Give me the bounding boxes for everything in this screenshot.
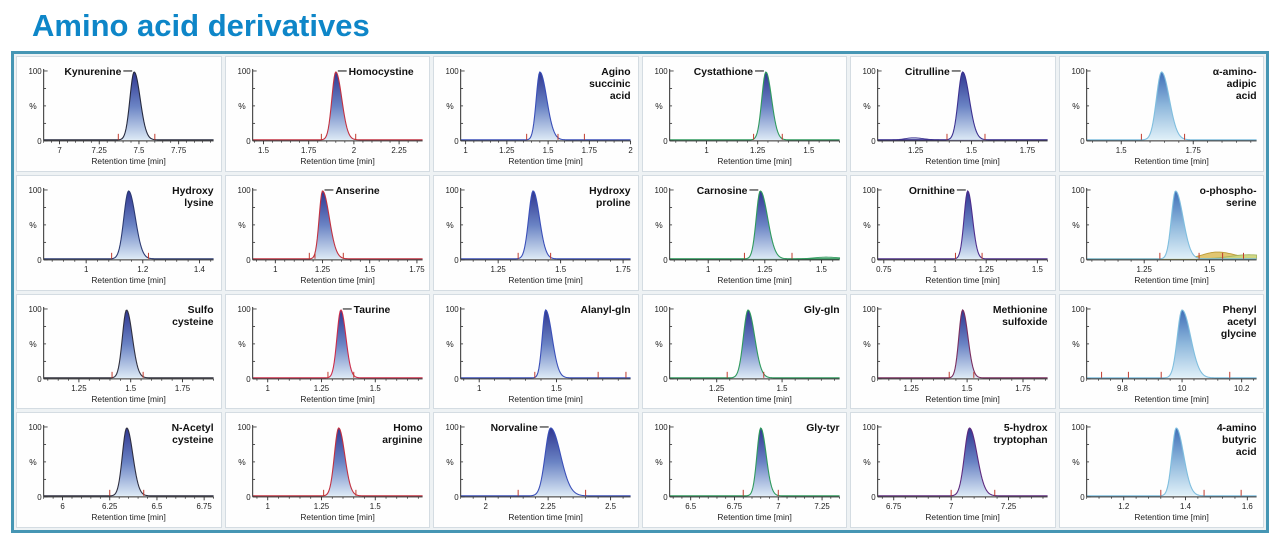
y-axis-min-label: 0 [37,136,42,146]
y-axis-unit-label: % [1071,457,1080,468]
x-axis-title: Retention time [min] [508,155,583,166]
y-axis-min-label: 0 [662,493,668,503]
x-tick-label: 6 [60,502,65,512]
y-axis-unit-label: % [1071,100,1080,111]
x-tick-label: 2 [628,145,633,155]
compound-label: Norvaline [490,423,538,435]
peak-fill [669,72,839,140]
x-tick-label: 10.2 [1233,383,1249,393]
x-tick-label: 1.25 [756,264,773,274]
x-tick-label: 1.5 [1031,264,1043,274]
y-axis-min-label: 0 [871,493,876,503]
x-tick-label: 6.75 [726,502,742,512]
chromatogram-plot [1060,176,1264,290]
compound-label: 5-hydrox [1003,423,1048,435]
chromatogram-plot [226,176,430,290]
x-tick-label: 1 [477,383,482,393]
x-tick-label: 2.25 [390,145,407,155]
y-axis-unit-label: % [863,100,871,111]
x-tick-label: 1.75 [174,383,191,393]
chromatogram-panel-gly-gln [642,294,848,410]
x-tick-label: 1.5 [257,145,269,155]
x-tick-label: 1.5 [815,264,827,274]
y-axis-min-label: 0 [37,493,42,503]
x-tick-label: 2 [483,502,488,512]
x-tick-label: 1.75 [408,264,425,274]
y-axis-unit-label: % [29,338,37,349]
x-tick-label: 2.5 [605,502,617,512]
chromatogram-plot [434,57,638,171]
x-tick-label: 1.5 [1115,145,1127,155]
y-axis-unit-label: % [863,338,871,349]
x-tick-label: 1.5 [369,383,381,393]
x-tick-label: 1.25 [1135,264,1152,274]
y-axis-unit-label: % [446,219,454,230]
y-axis-min-label: 0 [662,255,668,265]
x-tick-label: 2.25 [540,502,556,512]
x-tick-label: 1.75 [1185,145,1201,155]
x-tick-label: 7.75 [170,145,187,155]
chromatogram-plot [434,295,638,409]
x-tick-label: 0.75 [876,264,892,274]
chromatogram-plot [851,295,1055,409]
chromatogram-plot [17,57,221,171]
y-axis-unit-label: % [237,219,246,230]
x-axis-title: Retention time [min] [1133,274,1209,285]
chromatogram-plot [643,176,847,290]
compound-label: acid [609,90,631,102]
chromatogram-plot [226,57,430,171]
x-tick-label: 1 [705,264,710,274]
compound-label: Homocystine [348,66,414,78]
x-tick-label: 1.75 [1015,383,1031,393]
compound-label: Anserine [334,185,380,197]
compound-label: Hydroxy [172,185,214,197]
x-tick-label: 10 [1177,383,1186,393]
y-axis-max-label: 100 [28,304,42,314]
y-axis-unit-label: % [1071,338,1080,349]
chromatogram-panel-agino-succinic-acid [433,56,639,172]
x-tick-label: 6.75 [196,502,212,512]
y-axis-max-label: 100 [1071,304,1085,314]
x-tick-label: 1.25 [71,383,87,393]
x-tick-label: 1.5 [555,264,567,274]
peak-fill [252,72,422,140]
y-axis-unit-label: % [29,219,37,230]
x-tick-label: 1.5 [550,383,562,393]
x-axis-title: Retention time [min] [299,155,375,166]
y-axis-unit-label: % [654,100,663,111]
y-axis-min-label: 0 [245,493,251,503]
y-axis-unit-label: % [654,219,663,230]
y-axis-max-label: 100 [1071,66,1085,76]
compound-label: 4-amino [1216,423,1257,435]
x-tick-label: 1.25 [978,264,994,274]
compound-label: Phenyl [1222,304,1257,316]
y-axis-max-label: 100 [28,185,42,195]
x-tick-label: 1.25 [313,502,329,512]
y-axis-min-label: 0 [662,136,668,146]
chromatogram-panel-carnosine [642,175,848,291]
chromatogram-panel-taurine [225,294,431,410]
y-axis-min-label: 0 [454,136,459,146]
x-axis-title: Retention time [min] [91,155,166,166]
y-axis-min-label: 0 [871,136,876,146]
x-tick-label: 1.25 [499,145,515,155]
peak-fill [878,72,1048,140]
y-axis-unit-label: % [237,457,246,468]
x-tick-label: 1.5 [966,145,978,155]
y-axis-max-label: 100 [654,66,668,76]
x-tick-label: 1.4 [1179,502,1191,512]
y-axis-max-label: 100 [237,185,251,195]
x-tick-label: 1 [265,383,270,393]
chromatogram-plot [17,176,221,290]
x-axis-title: Retention time [min] [508,393,583,404]
y-axis-max-label: 100 [237,66,251,76]
compound-label: Agino [601,66,631,78]
y-axis-unit-label: % [29,100,37,111]
y-axis-min-label: 0 [245,255,251,265]
y-axis-unit-label: % [1071,219,1080,230]
compound-label: Hydroxy [589,185,631,197]
y-axis-min-label: 0 [1079,493,1085,503]
x-tick-label: 1 [272,264,278,274]
compound-label: Gly-tyr [805,423,840,435]
x-axis-title: Retention time [min] [299,511,375,523]
chromatogram-panel-phenyl-acetyl-glycine [1059,294,1265,410]
x-tick-label: 2 [351,145,356,155]
peak-fill [252,310,422,378]
x-tick-label: 1.5 [802,145,814,155]
peak-fill [669,191,839,259]
x-tick-label: 1.25 [749,145,765,155]
y-axis-min-label: 0 [245,374,251,384]
compound-label: α-amino- [1212,66,1257,78]
chromatogram-plot [851,57,1055,171]
x-tick-label: 7.5 [133,145,145,155]
x-tick-label: 1.75 [1019,145,1036,155]
compound-label: acid [1235,447,1257,459]
chromatogram-panel-homocystine [225,56,431,172]
x-tick-label: 7 [948,502,954,512]
y-axis-unit-label: % [654,338,663,349]
y-axis-max-label: 100 [862,185,876,195]
x-axis-title: Retention time [min] [716,393,792,404]
x-tick-label: 9.8 [1116,383,1128,393]
x-axis-title: Retention time [min] [1133,155,1209,166]
chromatogram-panel-gly-tyr [642,412,848,528]
page-title: Amino acid derivatives [32,8,370,43]
chromatogram-panel-methionine-sulfoxide [850,294,1056,410]
x-tick-label: 1.25 [490,264,506,274]
chromatogram-panel-norvaline [433,412,639,528]
chromatogram-panel-hydroxy-proline [433,175,639,291]
chromatogram-panel-4-amino-butyric-acid [1059,412,1265,528]
y-axis-min-label: 0 [245,136,251,146]
y-axis-min-label: 0 [454,493,459,503]
y-axis-min-label: 0 [454,255,459,265]
y-axis-unit-label: % [446,457,454,468]
y-axis-unit-label: % [863,219,871,230]
x-tick-label: 1.75 [581,145,598,155]
compound-label: cysteine [172,316,214,328]
y-axis-min-label: 0 [1079,136,1085,146]
y-axis-min-label: 0 [454,374,459,384]
chromatogram-plot [1060,57,1264,171]
compound-label: Carnosine [696,185,747,197]
x-tick-label: 1 [703,145,709,155]
chromatogram-plot [17,295,221,409]
x-axis-title: Retention time [min] [91,393,166,404]
x-axis-title: Retention time [min] [1133,393,1209,404]
y-axis-max-label: 100 [654,304,668,314]
compound-label: succinic [589,78,631,90]
chromatogram-panel-alanyl-gln [433,294,639,410]
chromatogram-panel-kynurenine [16,56,222,172]
x-tick-label: 1.5 [125,383,137,393]
x-tick-label: 7.25 [1000,502,1017,512]
compound-label: o-phospho- [1199,185,1257,197]
compound-label: acetyl [1226,316,1257,328]
x-tick-label: 7.25 [91,145,107,155]
x-tick-label: 7 [775,502,780,512]
x-tick-label: 1.25 [313,383,329,393]
chromatogram-panel-ornithine [850,175,1056,291]
x-tick-label: 1.25 [708,383,724,393]
y-axis-max-label: 100 [28,423,42,433]
y-axis-max-label: 100 [862,304,876,314]
chromatogram-panel-anserine [225,175,431,291]
compound-label: Methionine [992,304,1048,316]
y-axis-unit-label: % [446,338,454,349]
x-tick-label: 1.2 [1117,502,1129,512]
x-tick-label: 1 [932,264,938,274]
chromatogram-plot [434,176,638,290]
x-tick-label: 1.25 [903,383,919,393]
peak-fill [878,191,1048,259]
y-axis-max-label: 100 [654,185,668,195]
x-tick-label: 1.5 [961,383,973,393]
x-axis-title: Retention time [min] [925,511,1000,523]
y-axis-unit-label: % [237,100,246,111]
chromatogram-panel-α-amino-adipic-acid [1059,56,1265,172]
compound-label: glycine [1220,328,1257,340]
y-axis-max-label: 100 [237,304,251,314]
x-tick-label: 6.5 [151,502,163,512]
x-tick-label: 6.5 [684,502,696,512]
x-tick-label: 1.25 [907,145,924,155]
chromatogram-plot [1060,413,1264,527]
y-axis-unit-label: % [29,457,37,468]
compound-label: Homo [392,423,423,435]
chromatogram-panel-cystathione [642,56,848,172]
compound-label: Alanyl-gln [580,304,631,316]
chromatogram-panel-sulfo-cysteine [16,294,222,410]
x-tick-label: 1.5 [542,145,554,155]
x-tick-label: 1.5 [1203,264,1215,274]
chromatogram-panel-homo-arginine [225,412,431,528]
x-axis-title: Retention time [min] [299,274,375,285]
y-axis-min-label: 0 [871,255,876,265]
y-axis-min-label: 0 [1079,255,1085,265]
compound-label: Cystathione [693,66,753,78]
chromatogram-plot [226,295,430,409]
x-axis-title: Retention time [min] [91,511,166,523]
x-tick-label: 1.75 [300,145,316,155]
y-axis-max-label: 100 [1071,423,1085,433]
y-axis-unit-label: % [237,338,246,349]
compound-label: Sulfo [187,304,214,316]
y-axis-max-label: 100 [28,66,42,76]
chromatogram-plot [643,57,847,171]
y-axis-min-label: 0 [37,255,42,265]
y-axis-max-label: 100 [445,304,459,314]
chromatogram-grid [11,51,1269,533]
compound-label: acid [1235,90,1257,102]
compound-label: Ornithine [908,185,955,197]
x-axis-title: Retention time [min] [508,274,583,285]
chromatogram-panel-citrulline [850,56,1056,172]
x-tick-label: 7.25 [813,502,830,512]
peak-fill [669,310,839,378]
y-axis-max-label: 100 [445,185,459,195]
x-axis-title: Retention time [min] [716,511,792,523]
y-axis-max-label: 100 [1071,185,1085,195]
y-axis-min-label: 0 [662,374,668,384]
chromatogram-plot [434,413,638,527]
chromatogram-plot [851,413,1055,527]
chromatogram-plot [643,295,847,409]
x-tick-label: 1 [463,145,468,155]
y-axis-max-label: 100 [445,423,459,433]
x-axis-title: Retention time [min] [91,274,166,285]
x-axis-title: Retention time [min] [508,511,583,523]
x-axis-title: Retention time [min] [925,274,1000,285]
x-tick-label: 1.75 [615,264,631,274]
x-tick-label: 1.25 [314,264,330,274]
x-axis-title: Retention time [min] [716,155,792,166]
x-axis-title: Retention time [min] [925,155,1000,166]
compound-label: N-Acetyl [171,423,214,435]
peak-fill [252,191,422,259]
x-tick-label: 6.75 [886,502,902,512]
peak-fill [461,309,631,377]
peak-trace [252,191,422,259]
compound-label: proline [596,197,631,209]
compound-label: adipic [1226,78,1257,90]
chromatogram-panel-n-acetyl-cysteine [16,412,222,528]
peak-fill [669,428,839,496]
x-tick-label: 1.5 [776,383,788,393]
compound-label: tryptophan [993,435,1048,447]
y-axis-unit-label: % [863,457,871,468]
chromatogram-panel-5-hydrox-tryptophan [850,412,1056,528]
compound-label: sulfoxide [1002,316,1048,328]
compound-label: butyric [1221,435,1257,447]
compound-label: serine [1225,197,1257,209]
chromatogram-plot [17,413,221,527]
peak-trace [669,72,839,140]
chromatogram-panel-o-phospho-serine [1059,175,1265,291]
chromatogram-plot [226,413,430,527]
x-axis-title: Retention time [min] [1133,511,1209,523]
x-tick-label: 6.25 [102,502,118,512]
x-axis-title: Retention time [min] [716,274,792,285]
chromatogram-plot [643,413,847,527]
compound-label: lysine [184,197,214,209]
y-axis-max-label: 100 [862,66,876,76]
compound-label: Gly-gln [803,304,840,316]
y-axis-max-label: 100 [654,423,668,433]
chromatogram-plot [851,176,1055,290]
compound-label: arginine [381,435,423,447]
y-axis-min-label: 0 [871,374,876,384]
x-axis-title: Retention time [min] [925,393,1000,404]
y-axis-max-label: 100 [862,423,876,433]
chromatogram-panel-hydroxy-lysine [16,175,222,291]
y-axis-max-label: 100 [445,66,459,76]
compound-label: cysteine [172,435,214,447]
y-axis-unit-label: % [654,457,663,468]
x-tick-label: 1 [265,502,270,512]
y-axis-max-label: 100 [237,423,251,433]
compound-label: Taurine [353,304,390,316]
x-tick-label: 1.5 [369,502,381,512]
y-axis-unit-label: % [446,100,454,111]
chromatogram-plot [1060,295,1264,409]
compound-label: Citrulline [904,66,950,78]
peak-fill [461,428,631,496]
x-tick-label: 1 [83,264,89,274]
compound-label: Kynurenine [64,66,122,78]
x-tick-label: 1.4 [193,264,205,274]
x-tick-label: 1.2 [137,264,149,274]
x-tick-label: 1.5 [363,264,375,274]
x-axis-title: Retention time [min] [299,393,375,404]
x-tick-label: 7 [57,145,62,155]
y-axis-min-label: 0 [1079,374,1085,384]
x-tick-label: 1.6 [1241,502,1253,512]
y-axis-min-label: 0 [37,374,42,384]
